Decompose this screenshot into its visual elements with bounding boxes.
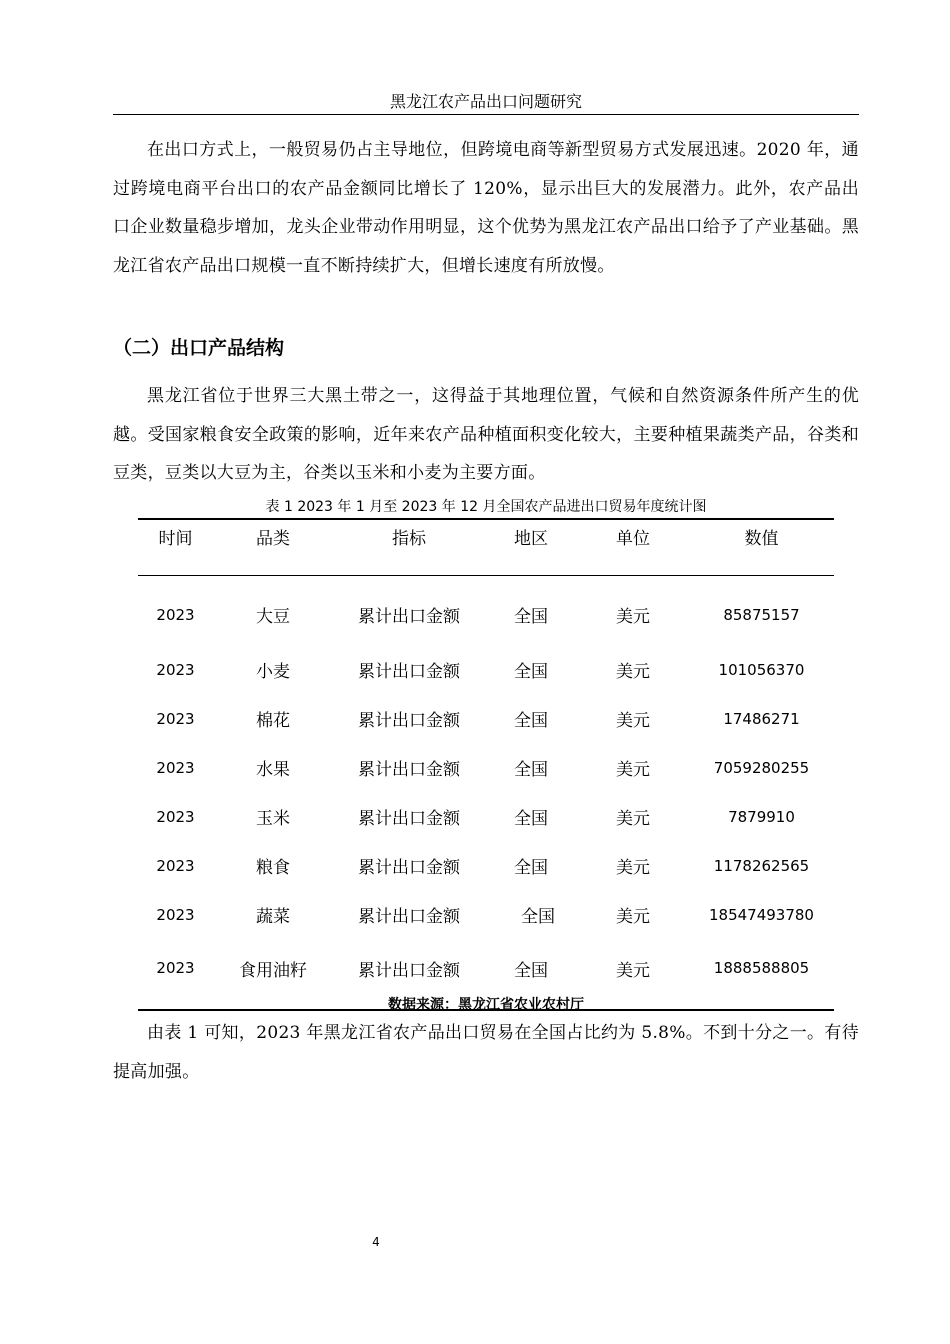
cell-unit: 美元 bbox=[616, 809, 650, 829]
cell-indicator: 累计出口金额 bbox=[358, 662, 460, 682]
cell-value: 17486271 bbox=[723, 709, 800, 728]
table-source-note: 数据来源：黑龙江省农业农村厅 bbox=[388, 997, 584, 1013]
export-statistics-table bbox=[138, 518, 834, 1011]
cell-region: 全国 bbox=[514, 662, 548, 682]
column-header-category: 品类 bbox=[213, 519, 333, 576]
cell-unit: 美元 bbox=[616, 711, 650, 731]
cell-region: 全国 bbox=[485, 939, 577, 1010]
cell-unit: 美元 bbox=[616, 607, 650, 627]
table-header-row bbox=[138, 519, 834, 576]
column-header-region: 地区 bbox=[485, 519, 577, 576]
cell-category: 棉花 bbox=[256, 711, 290, 731]
column-header-indicator: 指标 bbox=[333, 519, 485, 576]
cell-category: 玉米 bbox=[256, 809, 290, 829]
cell-unit: 美元 bbox=[616, 662, 650, 682]
cell-unit: 美元 bbox=[577, 939, 689, 1010]
table-caption: 表 1 2023 年 1 月至 2023 年 12 月全国农产品进出口贸易年度统计图 bbox=[265, 499, 707, 515]
cell-unit: 美元 bbox=[616, 760, 650, 780]
table-row bbox=[138, 576, 834, 646]
cell-time: 2023 bbox=[138, 939, 213, 1010]
cell-time: 2023 bbox=[156, 758, 195, 777]
cell-value: 7879910 bbox=[728, 807, 795, 826]
cell-unit: 美元 bbox=[616, 858, 650, 878]
cell-value: 7059280255 bbox=[713, 758, 810, 777]
cell-value: 18547493780 bbox=[709, 905, 814, 924]
body-paragraph-export-methods: 在出口方式上，一般贸易仍占主导地位，但跨境电商等新型贸易方式发展迅速。2020 年，通过跨境电商平台出口的农产品金额同比增长了 120%，显示出巨大的发展潜力。此外，农产品出口企业数量稳步增加，龙头企业带动作用明显，这个优势为黑龙江农产品出口给予了产业基础。黑龙江省农产品出口规模一直不断持续扩大，但增长速度有所放慢。 bbox=[113, 140, 859, 276]
table-row bbox=[138, 841, 834, 890]
table-row bbox=[138, 645, 834, 694]
cell-category: 小麦 bbox=[256, 662, 290, 682]
cell-value: 85875157 bbox=[723, 605, 800, 624]
cell-indicator: 累计出口金额 bbox=[358, 907, 460, 927]
body-paragraph-conclusion: 由表 1 可知，2023 年黑龙江省农产品出口贸易在全国占比约为 5.8%。不到十分之一。有待提高加强。 bbox=[113, 1023, 859, 1082]
column-header-unit: 单位 bbox=[577, 519, 689, 576]
cell-value: 101056370 bbox=[718, 660, 805, 679]
cell-region: 全国 bbox=[514, 809, 548, 829]
section-heading: （二）出口产品结构 bbox=[113, 337, 285, 359]
cell-region: 全国 bbox=[514, 760, 548, 780]
cell-time: 2023 bbox=[156, 709, 195, 728]
cell-time: 2023 bbox=[156, 660, 195, 679]
table-row bbox=[138, 792, 834, 841]
cell-indicator: 累计出口金额 bbox=[358, 760, 460, 780]
cell-time: 2023 bbox=[156, 905, 195, 924]
cell-category: 大豆 bbox=[256, 607, 290, 627]
cell-category: 蔬菜 bbox=[256, 907, 290, 927]
page-header-title: 黑龙江农产品出口问题研究 bbox=[389, 92, 582, 111]
cell-value: 1178262565 bbox=[713, 856, 810, 875]
cell-region: 全国 bbox=[514, 711, 548, 731]
cell-indicator: 累计出口金额 bbox=[358, 607, 460, 627]
cell-region: 全国 bbox=[514, 607, 548, 627]
table-row bbox=[138, 694, 834, 743]
cell-category: 食用油籽 bbox=[213, 939, 333, 1010]
cell-region: 全国 bbox=[521, 907, 555, 927]
body-paragraph-product-structure: 黑龙江省位于世界三大黑土带之一，这得益于其地理位置，气候和自然资源条件所产生的优越。受国家粮食安全政策的影响，近年来农产品种植面积变化较大，主要种植果蔬类产品，谷类和豆类，豆类以大豆为主，谷类以玉米和小麦为主要方面。 bbox=[113, 386, 859, 483]
cell-indicator: 累计出口金额 bbox=[358, 858, 460, 878]
column-header-value: 数值 bbox=[689, 519, 834, 576]
table-row bbox=[138, 743, 834, 792]
cell-indicator: 累计出口金额 bbox=[333, 939, 485, 1010]
page-number: 4 bbox=[372, 1235, 380, 1249]
cell-category: 水果 bbox=[256, 760, 290, 780]
cell-time: 2023 bbox=[156, 605, 195, 624]
cell-value: 1888588805 bbox=[689, 939, 834, 1010]
cell-indicator: 累计出口金额 bbox=[358, 809, 460, 829]
cell-unit: 美元 bbox=[616, 907, 650, 927]
cell-region: 全国 bbox=[514, 858, 548, 878]
table-row bbox=[138, 890, 834, 939]
cell-time: 2023 bbox=[156, 856, 195, 875]
cell-time: 2023 bbox=[156, 807, 195, 826]
header-divider bbox=[113, 114, 859, 115]
cell-indicator: 累计出口金额 bbox=[358, 711, 460, 731]
cell-category: 粮食 bbox=[256, 858, 290, 878]
column-header-time: 时间 bbox=[138, 519, 213, 576]
